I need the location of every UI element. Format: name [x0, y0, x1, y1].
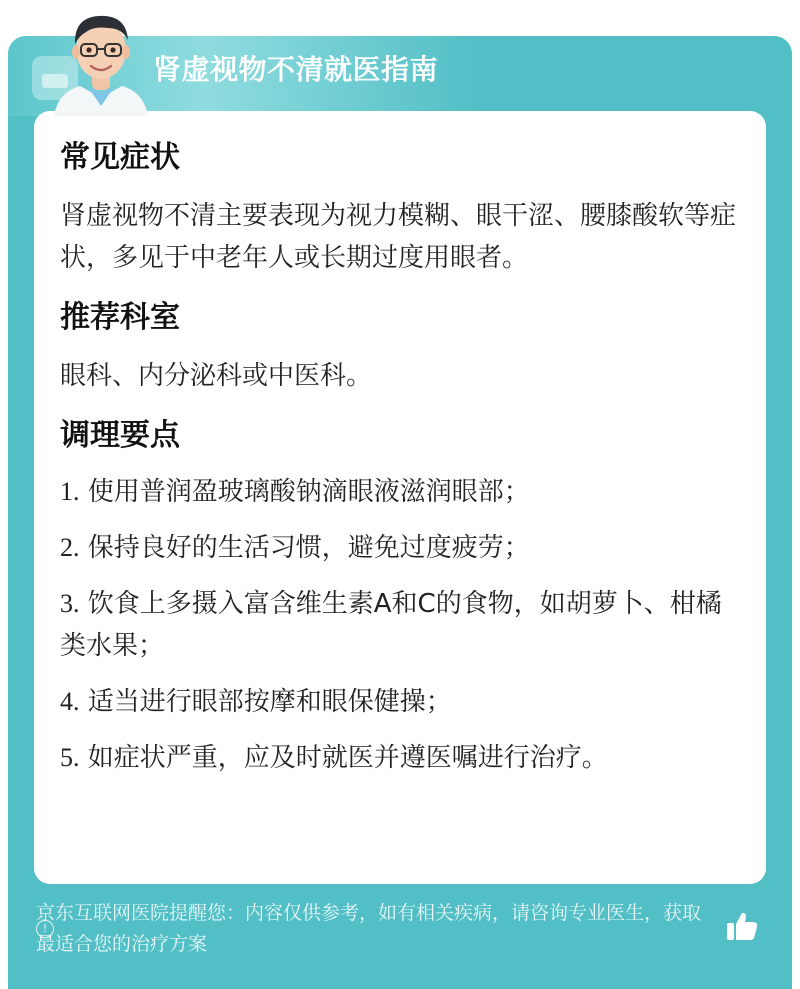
list-item-text: 使用普润盈玻璃酸钠滴眼液滋润眼部； — [87, 477, 530, 507]
list-item-text: 如症状严重，应及时就医并遵医嘱进行治疗。 — [87, 743, 608, 773]
doctor-avatar-icon — [46, 6, 156, 116]
care-list — [60, 471, 740, 779]
content-card — [34, 111, 766, 884]
list-item-text: 饮食上多摄入富含维生素A和C的食物，如胡萝卜、柑橘类水果； — [60, 589, 722, 661]
thumbs-up-icon[interactable] — [724, 908, 760, 944]
footer-notice: 京东互联网医院提醒您：内容仅供参考，如有相关疾病，请咨询专业医生，获取最适合您的治疗方案 — [36, 902, 702, 955]
section-heading-care: 调理要点 — [60, 418, 180, 453]
page-title: 肾虚视物不清就医指南 — [153, 53, 439, 86]
section-heading-symptoms: 常见症状 — [60, 140, 180, 175]
list-item-number: 5. — [60, 743, 80, 772]
list-item — [60, 471, 740, 513]
list-item-number: 4. — [60, 687, 80, 716]
list-item-text: 适当进行眼部按摩和眼保健操； — [87, 687, 452, 717]
section-body-department: 眼科、内分泌科或中医科。 — [60, 361, 373, 391]
section-heading-department: 推荐科室 — [60, 300, 180, 335]
list-item-number: 2. — [60, 533, 80, 562]
list-item — [60, 681, 740, 723]
section-body-symptoms: 肾虚视物不清主要表现为视力模糊、眼干涩、腰膝酸软等症状，多见于中老年人或长期过度用眼者。 — [60, 201, 737, 273]
list-item — [60, 737, 740, 779]
list-item-text: 保持良好的生活习惯，避免过度疲劳； — [87, 533, 530, 563]
list-item — [60, 583, 740, 667]
list-item-number: 3. — [60, 589, 80, 618]
list-item — [60, 527, 740, 569]
list-item-number: 1. — [60, 477, 80, 506]
info-icon: ! — [36, 920, 54, 938]
